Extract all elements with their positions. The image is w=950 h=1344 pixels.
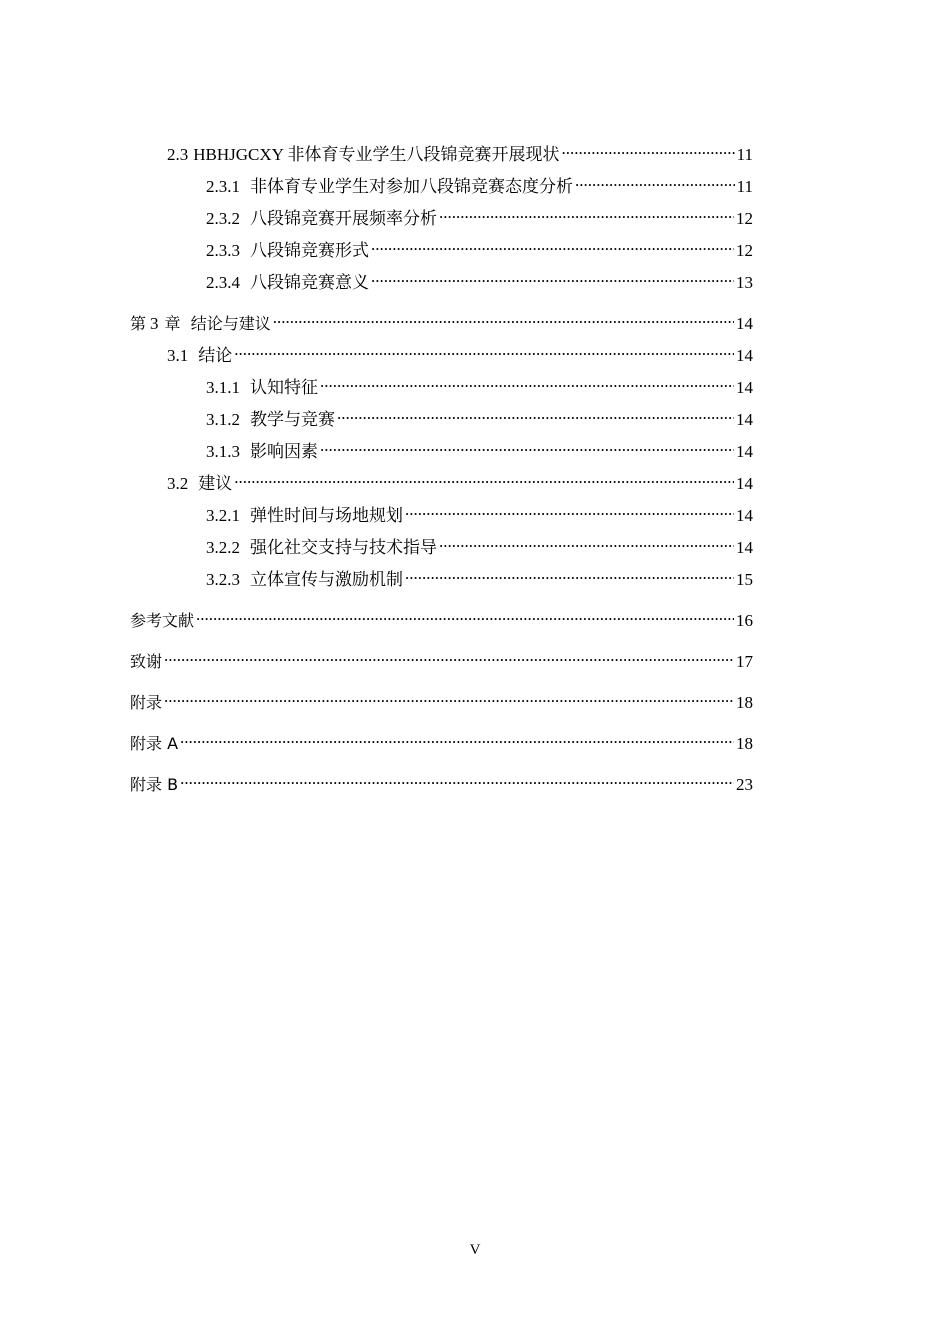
- toc-entry-page: 16: [736, 611, 753, 630]
- toc-entry[interactable]: [130, 264, 753, 296]
- toc-entry-text: [167, 472, 232, 496]
- toc-leader-dots: [371, 264, 734, 288]
- toc-entry-number: 3: [150, 314, 159, 333]
- toc-entry-page: 11: [736, 145, 753, 164]
- toc-leader-dots: [164, 684, 734, 708]
- toc-entry-number: 3.1.1: [206, 378, 240, 397]
- toc-chapter-entry[interactable]: [130, 602, 753, 634]
- toc-leader-dots: [320, 433, 734, 457]
- toc-entry-title: 附录 B: [130, 775, 179, 794]
- toc-entry-text: [206, 207, 437, 231]
- toc-entry-page: 14: [736, 474, 753, 493]
- toc-leader-dots: [562, 136, 735, 160]
- toc-entry[interactable]: [130, 232, 753, 264]
- toc-entry-page: 15: [736, 570, 753, 589]
- toc-entry-page: 14: [736, 506, 753, 525]
- toc-entry-title: 章 结论与建议: [164, 314, 271, 333]
- toc-entry-text: [206, 536, 437, 560]
- table-of-contents: [130, 136, 753, 798]
- toc-entry-page: 12: [736, 209, 753, 228]
- toc-entry-title: 弹性时间与场地规划: [250, 506, 403, 525]
- toc-entry[interactable]: [130, 200, 753, 232]
- toc-entry-title: 认知特征: [250, 378, 318, 397]
- toc-entry[interactable]: [130, 497, 753, 529]
- toc-entry-text: [206, 376, 318, 400]
- toc-entry-title: 八段锦竞赛开展频率分析: [250, 209, 437, 228]
- toc-leader-dots: [405, 497, 734, 521]
- toc-entry-page: 14: [736, 378, 753, 397]
- toc-leader-dots: [273, 305, 734, 329]
- toc-chapter-entry[interactable]: [130, 766, 753, 798]
- toc-entry-text: [206, 408, 335, 432]
- toc-entry-number: 2.3.1: [206, 177, 240, 196]
- toc-entry-title: 立体宣传与激励机制: [250, 570, 403, 589]
- toc-entry-number: 2.3: [167, 145, 189, 164]
- toc-entry-page: 13: [736, 273, 753, 292]
- toc-entry-title: 建议: [198, 474, 233, 493]
- toc-leader-dots: [405, 561, 734, 585]
- toc-chapter-entry[interactable]: [130, 684, 753, 716]
- toc-entry-title: 强化社交支持与技术指导: [250, 538, 437, 557]
- toc-entry-title: 参考文献: [130, 611, 195, 630]
- toc-leader-dots: [371, 232, 734, 256]
- toc-entry[interactable]: [130, 529, 753, 561]
- toc-entry[interactable]: [130, 401, 753, 433]
- toc-entry-title: 结论: [198, 346, 233, 365]
- toc-entry-number: 3.2.2: [206, 538, 240, 557]
- toc-entry-page: 14: [736, 410, 753, 429]
- toc-leader-dots: [196, 602, 734, 626]
- toc-entry[interactable]: [130, 136, 753, 168]
- toc-entry-title: 致谢: [130, 652, 163, 671]
- toc-leader-dots: [234, 337, 734, 361]
- toc-entry-title: 影响因素: [250, 442, 318, 461]
- toc-entry-text: [167, 143, 560, 167]
- toc-entry[interactable]: [130, 433, 753, 465]
- toc-entry-page: 23: [736, 775, 753, 794]
- page-number: V: [469, 1242, 481, 1258]
- toc-entry[interactable]: [130, 465, 753, 497]
- toc-leader-dots: [575, 168, 735, 192]
- toc-entry-number: 3.2.3: [206, 570, 240, 589]
- toc-entry[interactable]: [130, 561, 753, 593]
- toc-entry[interactable]: [130, 369, 753, 401]
- toc-entry-title: 非体育专业学生对参加八段锦竞赛态度分析: [250, 177, 573, 196]
- toc-entry-text: [167, 344, 232, 368]
- toc-entry-text: [130, 312, 271, 336]
- toc-entry-text: [206, 504, 403, 528]
- toc-leader-dots: [180, 725, 734, 749]
- toc-entry-page: 17: [736, 652, 753, 671]
- toc-leader-dots: [234, 465, 734, 489]
- toc-entry-title: 附录 A: [130, 734, 179, 753]
- toc-chapter-entry[interactable]: [130, 305, 753, 337]
- toc-leader-dots: [164, 643, 734, 667]
- toc-entry-page: 14: [736, 314, 753, 333]
- toc-entry-page: 12: [736, 241, 753, 260]
- toc-entry-number: 3.1.2: [206, 410, 240, 429]
- toc-entry-text: [206, 440, 318, 464]
- toc-entry-title: 附录: [130, 693, 163, 712]
- toc-entry-title: 教学与竞赛: [250, 410, 335, 429]
- toc-entry-number: 3.2.1: [206, 506, 240, 525]
- toc-entry-number: 2.3.4: [206, 273, 240, 292]
- toc-chapter-entry[interactable]: [130, 725, 753, 757]
- toc-entry-number: 3.1: [167, 346, 189, 365]
- toc-leader-dots: [439, 529, 734, 553]
- toc-entry-page: 14: [736, 442, 753, 461]
- toc-entry-number: 3.1.3: [206, 442, 240, 461]
- toc-chapter-prefix: 第: [130, 314, 147, 333]
- toc-entry[interactable]: [130, 337, 753, 369]
- toc-entry-page: 11: [736, 177, 753, 196]
- toc-entry-text: [206, 239, 369, 263]
- toc-entry-title: 八段锦竞赛意义: [250, 273, 369, 292]
- toc-chapter-entry[interactable]: [130, 643, 753, 675]
- toc-leader-dots: [439, 200, 734, 224]
- toc-entry-number: 2.3.3: [206, 241, 240, 260]
- toc-entry-page: 14: [736, 538, 753, 557]
- toc-entry-title: HBHJGCXY 非体育专业学生八段锦竞赛开展现状: [193, 145, 560, 164]
- toc-leader-dots: [180, 766, 734, 790]
- toc-entry-page: 18: [736, 734, 753, 753]
- toc-entry-number: 3.2: [167, 474, 189, 493]
- toc-entry-text: [206, 568, 403, 592]
- toc-leader-dots: [320, 369, 734, 393]
- toc-entry[interactable]: [130, 168, 753, 200]
- toc-entry-number: 2.3.2: [206, 209, 240, 228]
- toc-leader-dots: [337, 401, 734, 425]
- toc-entry-text: [206, 271, 369, 295]
- toc-entry-text: [206, 175, 573, 199]
- toc-entry-page: 18: [736, 693, 753, 712]
- toc-entry-page: 14: [736, 346, 753, 365]
- toc-entry-title: 八段锦竞赛形式: [250, 241, 369, 260]
